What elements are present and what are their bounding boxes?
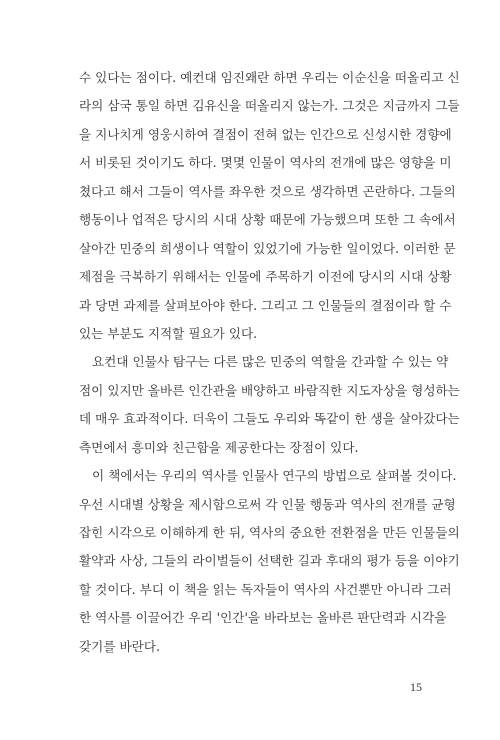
paragraph-1 [79,64,460,348]
text-line: 쳤다고 해서 그들이 역사를 좌우한 것으로 생각하면 곤란하다. 그들의 [79,183,456,199]
text-line: 점이 있지만 올바른 인간관을 배양하고 바람직한 지도자상을 형성하는 [79,382,460,398]
paragraph-3 [79,462,460,661]
text-line: 잡힌 시각으로 이해하게 한 뒤, 역사의 중요한 전환점을 만든 인물들의 [79,525,460,540]
text-line: 라의 삼국 통일 하면 김유신을 떠올리지 않는가. 그것은 지금까지 그들 [79,98,460,114]
text-line: 행동이나 업적은 당시의 시대 상황 때문에 가능했으며 또한 그 속에서 [79,212,456,228]
text-line: 활약과 사상, 그들의 라이벌들이 선택한 길과 후대의 평가 등을 이야기 [79,553,460,569]
text-line: 데 매우 효과적이다. 더욱이 그들도 우리와 똑같이 한 생을 살아갔다는 [79,411,460,427]
text-line: 제점을 극복하기 위해서는 인물에 주목하기 이전에 당시의 시대 상황 [79,269,452,285]
text-line: 과 당면 과제를 살펴보아야 한다. 그리고 그 인물들의 결점이라 할 수 [79,297,452,313]
body-text [79,64,460,661]
text-line: 살아간 민중의 희생이나 역할이 있었기에 가능한 일이었다. 이러한 문 [79,240,456,256]
text-line: 할 것이다. 부디 이 책을 읽는 독자들이 역사의 사건뿐만 아니라 그러 [79,581,452,597]
text-line: 서 비롯된 것이기도 하다. 몇몇 인물이 역사의 전개에 많은 영향을 미 [79,155,452,171]
text-line: 을 지나치게 영웅시하여 결점이 전혀 없는 인간으로 신성시한 경향에 [79,126,452,142]
text-line: 한 역사를 이끌어간 우리 '인간'을 바라보는 올바른 판단력과 시각을 [79,610,447,626]
text-line: 갖기를 바란다. [79,638,160,654]
text-line: 측면에서 흥미와 친근함을 제공한다는 장점이 있다. [79,439,359,455]
page-number: 15 [410,680,422,694]
text-line: 수 있다는 점이다. 예컨대 임진왜란 하면 우리는 이순신을 떠올리고 신 [79,70,460,85]
paragraph-2 [79,348,460,462]
text-line: 우선 시대별 상황을 제시함으로써 각 인물 행동과 역사의 전개를 균형 [79,496,456,512]
text-line: 요컨대 인물사 탐구는 다른 많은 민중의 역할을 간과할 수 있는 약 [92,354,449,370]
text-line: 이 책에서는 우리의 역사를 인물사 연구의 방법으로 살펴볼 것이다. [92,468,457,484]
text-line: 있는 부분도 지적할 필요가 있다. [79,325,258,341]
